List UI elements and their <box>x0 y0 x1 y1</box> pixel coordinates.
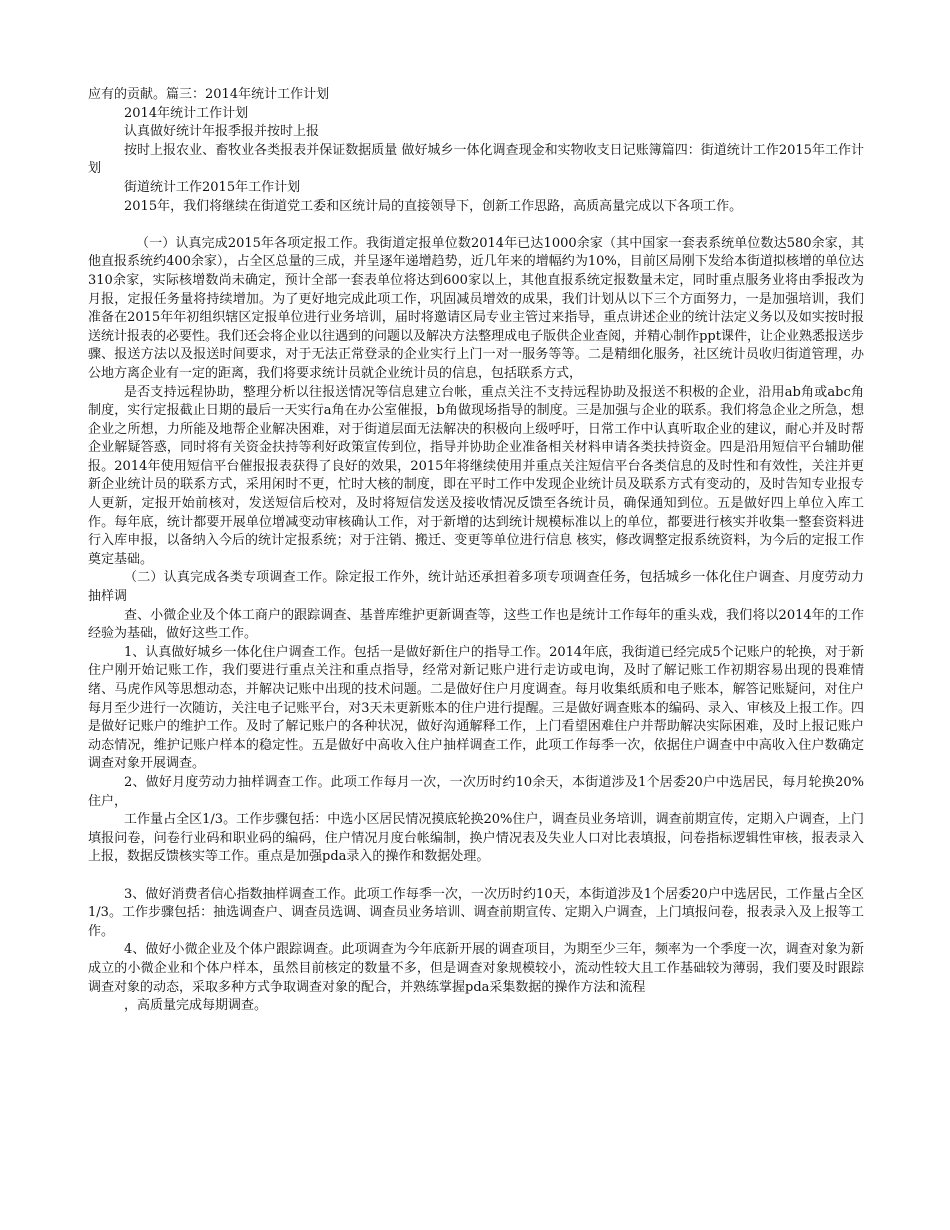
paragraph-section-one: （一）认真完成2015年各项定报工作。我街道定报单位数2014年已达1000余家（其中国家一套表系统单位数达580余家，其他直报系统约400余家），占全区总量的三成，并呈逐年递增趋势，近几年来的增幅约为10%，目前区局刚下发给本街道拟核增的单位达310余家，实际核增数尚未确定，预计全部一套表单位将达到600家以上，其他直报系统定报数量未定，同时重点服务业将由季报改为月报，定报任务量将持续增加。为了更好地完成此项工作，巩固减员增效的成果，我们计划从以下三个方面努力，一是加强培训，我们准备在2015年年初组织辖区定报单位进行业务培训，届时将邀请区局专业主管过来指导，重点讲述企业的统计法定义务以及如实按时报送统计报表的必要性。我们还会将企业以往遇到的问题以及解决方法整理成电子版供企业查阅，并精心制作ppt课件，让企业熟悉报送步骤、报送方法以及报送时间要求，对于无法正常登录的企业实行上门一对一服务等等。二是精细化服务，社区统计员收归街道管理，办公地方离企业有一定的距离，我们将要求统计员就企业统计员的信息，包括联系方式， <box>88 235 864 381</box>
paragraph-closing: ，高质量完成每期调查。 <box>124 998 268 1014</box>
heading-annual-report: 认真做好统计年报季报并按时上报 <box>124 124 320 140</box>
paragraph-item-3: 3、做好消费者信心指数抽样调查工作。此项工作每季一次，一次历时约10天，本街道涉及1个居委20户中选居民，工作量占全区1/3。工作步骤包括：抽选调查户、调查员选调、调查员业务培训、调查前期宣传、定期入户调查，上门填报问卷，报表录入及上报等工作。 <box>88 886 864 939</box>
heading-2015-plan: 街道统计工作2015年工作计划 <box>124 179 301 195</box>
paragraph-intro: 应有的贡献。篇三：2014年统计工作计划 <box>88 87 330 102</box>
paragraph-item-4: 4、做好小微企业及个体户跟踪调查。此项调查为今年底新开展的调查项目，为期至少三年，频率为一个季度一次，调查对象为新成立的小微企业和个体户样本，虽然目前核定的数量不多，但是调查对象规模较小，流动性较大且工作基础较为薄弱，我们要及时跟踪调查对象的动态，采取多种方式争取调查对象的配合，并熟练掌握pda采集数据的操作方法和流程 <box>88 942 864 995</box>
paragraph-section-two-continued: 查、小微企业及个体工商户的跟踪调查、基普库维护更新调查等，这些工作也是统计工作每年的重头戏，我们将以2014年的工作经验为基础，做好这些工作。 <box>88 607 864 642</box>
paragraph-item-2: 2、做好月度劳动力抽样调查工作。此项工作每月一次，一次历时约10余天，本街道涉及1个居委20户中选居民，每月轮换20%住户， <box>88 774 864 809</box>
paragraph-section-two: （二）认真完成各类专项调查工作。除定报工作外，统计站还承担着多项专项调查任务，包括城乡一体化住户调查、月度劳动力抽样调 <box>88 570 864 605</box>
heading-2014-plan: 2014年统计工作计划 <box>124 105 249 121</box>
paragraph-item-2-continued: 工作量占全区1/3。工作步骤包括：中选小区居民情况摸底轮换20%住户，调查员业务培训，调查前期宣传，定期入户调查，上门填报问卷，问卷行业码和职业码的编码，住户情况月度台帐编制，换户情况表及失业人口对比表填报，问卷指标逻辑性审核，报表录入上报，数据反馈核实等工作。重点是加强pda录入的操作和数据处理。 <box>88 812 864 865</box>
paragraph-item-1: 1、认真做好城乡一体化住户调查工作。包括一是做好新住户的指导工作。2014年底，我街道已经完成5个记账户的轮换，对于新住户刚开始记账工作，我们要进行重点关注和重点指导，经常对新记账户进行走访或电询，及时了解记账工作初期容易出现的畏难情绪、马虎作风等思想动态，并解决记账中出现的技术问题。二是做好住户月度调查。每月收集纸质和电子账本，解答记账疑问，对住户每月至少进行一次随访，关注电子记账平台，对3天未更新账本的住户进行提醒。三是做好调查账本的编码、录入、审核及上报工作。四是做好记账户的维护工作。及时了解记账户的各种状况，做好沟通解释工作，上门看望困难住户并帮助解决实际困难，及时上报记账户动态情况，维护记账户样本的稳定性。五是做好中高收入住户抽样调查工作，此项工作每季一次，依据住户调查中中高收入住户数确定调查对象开展调查。 <box>88 644 864 772</box>
paragraph-report-on-time: 按时上报农业、畜牧业各类报表并保证数据质量 做好城乡一体化调查现金和实物收支日记账簿篇四：街道统计工作2015年工作计划 <box>88 142 864 177</box>
document-page <box>88 86 864 1016</box>
paragraph-2015-overview: 2015年，我们将继续在街道党工委和区统计局的直接领导下，创新工作思路，高质高量完成以下各项工作。 <box>124 198 743 214</box>
paragraph-section-one-continued: 是否支持远程协助，整理分析以往报送情况等信息建立台帐，重点关注不支持远程协助及报送不积极的企业，沿用ab角或abc角制度，实行定报截止日期的最后一天实行a角在办公室催报，b角做现场指导的制度。三是加强与企业的联系。我们将急企业之所急，想企业之所想，力所能及地帮企业解决困难，对于街道层面无法解决的积极向上级呼吁，日常工作中认真听取企业的建议，耐心并及时帮企业解疑答惑，同时将有关资金扶持等利好政策宣传到位，指导并协助企业准备相关材料申请各类扶持资金。四是沿用短信平台辅助催报。2014年使用短信平台催报报表获得了良好的效果，2015年将继续使用并重点关注短信平台各类信息的及时性和有效性，关注并更新企业统计员的联系方式，采用闲时不更，忙时大核的制度，即在平时工作中发现企业统计员及联系方式有变动的，及时告知专业报专人更新，定报开始前核对，发送短信后校对，及时将短信发送及接收情况反馈至各统计员，确保通知到位。五是做好四上单位入库工作。每年底，统计都要开展单位增减变动审核确认工作，对于新增的达到统计规模标准以上的单位，都要进行核实并收集一整套资料进行入库申报，以备纳入今后的统计定报系统；对于注销、搬迁、变更等单位进行信息 核实，修改调整定报系统资料，为今后的定报工作奠定基础。 <box>88 384 864 567</box>
